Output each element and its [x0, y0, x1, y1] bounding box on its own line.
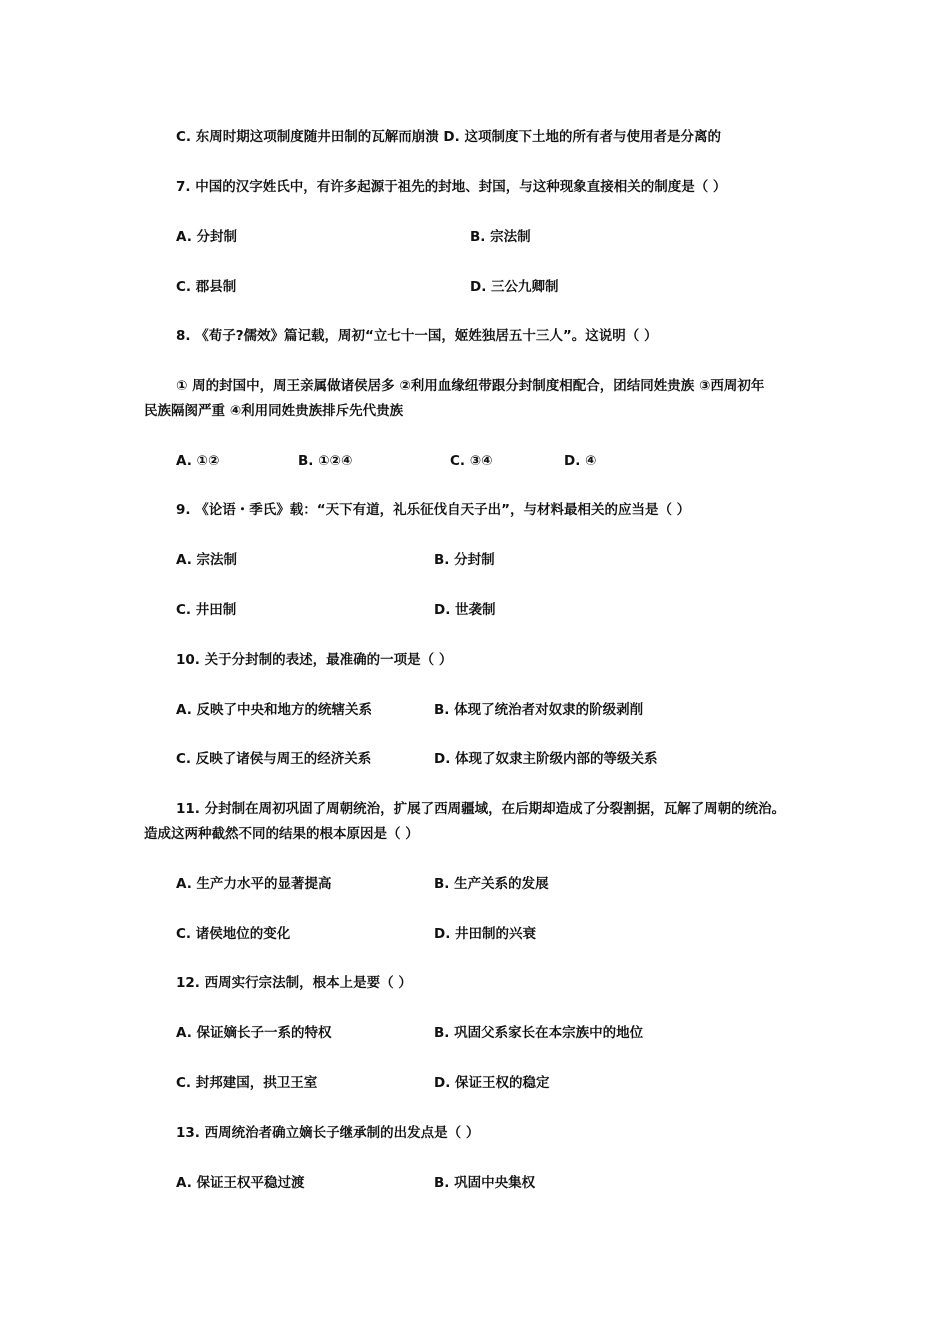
- q11-option-c: C. 诸侯地位的变化: [176, 926, 291, 942]
- q12-option-b: B. 巩固父系家长在本宗族中的地位: [434, 1025, 644, 1041]
- q10-option-d: D. 体现了奴隶主阶级内部的等级关系: [434, 751, 658, 767]
- q8-option-c: C. ③④: [450, 453, 493, 469]
- question-11-line-2: 造成这两种截然不同的结果的根本原因是（ ）: [144, 826, 419, 842]
- q7-option-c: C. 郡县制: [176, 279, 237, 295]
- q8-statements-line-2: 民族隔阂严重 ④利用同姓贵族排斥先代贵族: [144, 403, 404, 419]
- q6-options-cd: C. 东周时期这项制度随井田制的瓦解而崩溃 D. 这项制度下土地的所有者与使用者是分离的: [176, 129, 721, 145]
- question-11-line-1: 11. 分封制在周初巩固了周朝统治，扩展了西周疆域，在后期却造成了分裂割据，瓦解了周朝的统治。: [176, 801, 786, 817]
- question-12: 12. 西周实行宗法制，根本上是要（ ）: [176, 975, 412, 991]
- question-7: 7. 中国的汉字姓氏中，有许多起源于祖先的封地、封国，与这种现象直接相关的制度是（ ）: [176, 179, 727, 195]
- q12-option-a: A. 保证嫡长子一系的特权: [176, 1025, 332, 1041]
- q9-option-a: A. 宗法制: [176, 552, 238, 568]
- question-9: 9. 《论语・季氏》载：“天下有道，礼乐征伐自天子出”，与材料最相关的应当是（ ）: [176, 502, 691, 518]
- question-10: 10. 关于分封制的表述，最准确的一项是（ ）: [176, 652, 453, 668]
- q13-option-a: A. 保证王权平稳过渡: [176, 1175, 305, 1191]
- q10-option-c: C. 反映了诸侯与周王的经济关系: [176, 751, 372, 767]
- q13-option-b: B. 巩固中央集权: [434, 1175, 536, 1191]
- q8-statements-line-1: ① 周的封国中，周王亲属做诸侯居多 ②利用血缘纽带跟分封制度相配合，团结同姓贵族 ③西周初年: [176, 378, 765, 394]
- q8-option-a: A. ①②: [176, 453, 220, 469]
- q12-option-d: D. 保证王权的稳定: [434, 1075, 550, 1091]
- q9-option-c: C. 井田制: [176, 602, 237, 618]
- q11-option-d: D. 井田制的兴衰: [434, 926, 537, 942]
- q7-option-d: D. 三公九卿制: [470, 279, 559, 295]
- q8-option-b: B. ①②④: [298, 453, 353, 469]
- q9-option-b: B. 分封制: [434, 552, 495, 568]
- q10-option-b: B. 体现了统治者对奴隶的阶级剥削: [434, 702, 644, 718]
- q12-option-c: C. 封邦建国，拱卫王室: [176, 1075, 318, 1091]
- q9-option-d: D. 世袭制: [434, 602, 496, 618]
- q11-option-a: A. 生产力水平的显著提高: [176, 876, 332, 892]
- q8-option-d: D. ④: [564, 453, 597, 469]
- q7-option-a: A. 分封制: [176, 229, 238, 245]
- q11-option-b: B. 生产关系的发展: [434, 876, 549, 892]
- q10-option-a: A. 反映了中央和地方的统辖关系: [176, 702, 373, 718]
- q7-option-b: B. 宗法制: [470, 229, 531, 245]
- question-13: 13. 西周统治者确立嫡长子继承制的出发点是（ ）: [176, 1125, 480, 1141]
- question-8: 8. 《荀子?儒效》篇记载，周初“立七十一国，姬姓独居五十三人”。这说明（ ）: [176, 328, 658, 344]
